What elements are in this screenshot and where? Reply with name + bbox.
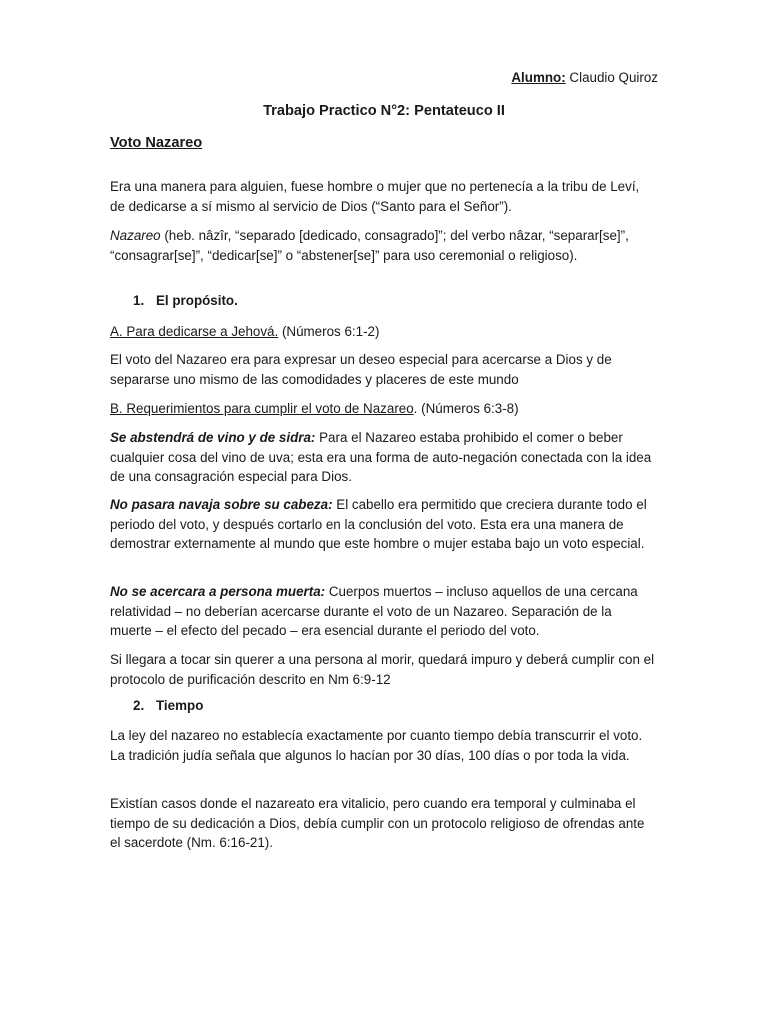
section-title: Voto Nazareo [110, 135, 203, 151]
subheading-a [110, 322, 655, 342]
subheading-a-ref: (Números 6:1-2) [278, 324, 380, 339]
requirement-wine [110, 428, 655, 487]
list-label: Tiempo [156, 698, 204, 713]
list-item-purpose [133, 293, 238, 308]
requirement-dead-text: Cuerpos muertos – incluso aquellos de una cercana relatividad – no deberían acercarse durante el voto de un Nazareo. Separación de la muerte – el efecto del pecado – era esencial durante el periodo del voto. [110, 584, 638, 638]
definition-paragraph [110, 226, 655, 265]
requirement-wine-lead: Se abstendrá de vino y de sidra: [110, 430, 316, 445]
requirement-wine-text: Para el Nazareo estaba prohibido el comer o beber cualquier cosa del vino de uva; esta era una forma de auto-negación conectada con la idea de una consagración especial para Dios. [110, 430, 652, 484]
student-name: Claudio Quiroz [569, 70, 658, 85]
student-label: Alumno: [511, 70, 566, 85]
subheading-b [110, 399, 655, 419]
time-paragraph-1: La ley del nazareo no establecía exactamente por cuanto tiempo debía transcurrir el voto. La tradición judía señala que algunos lo hacían por 30 días, 100 días o por toda la vida. [110, 728, 643, 763]
subheading-b-ref: . (Números 6:3-8) [413, 401, 519, 416]
list-number: 1. [133, 293, 145, 308]
definition-term: Nazareo [110, 228, 161, 243]
requirement-hair [110, 495, 655, 554]
definition-text: (heb. nâzîr, “separado [dedicado, consagrado]”; del verbo nâzar, “separar[se]”, “consagrar[se]”, “dedicar[se]” o “abstener[se]” para uso ceremonial o religioso). [110, 228, 629, 263]
time-paragraph-2: Existían casos donde el nazareato era vitalicio, pero cuando era temporal y culminaba el tiempo de su dedicación a Dios, debía cumplir con un protocolo religioso de ofrendas ante el sacerdote (Nm. 6:16-21). [110, 796, 645, 850]
list-label: El propósito. [156, 293, 238, 308]
requirement-hair-lead: No pasara navaja sobre su cabeza: [110, 497, 333, 512]
paragraph-a: El voto del Nazareo era para expresar un deseo especial para acercarse a Dios y de separarse uno mismo de las comodidades y placeres de este mundo [110, 352, 612, 387]
touch-paragraph: Si llegara a tocar sin querer a una persona al morir, quedará impuro y deberá cumplir con el protocolo de purificación descrito en Nm 6:9-12 [110, 652, 655, 687]
list-number: 2. [133, 698, 145, 713]
requirement-dead [110, 582, 655, 641]
subheading-b-title: B. Requerimientos para cumplir el voto de Nazareo [110, 401, 414, 416]
student-line [511, 70, 658, 85]
requirement-dead-lead: No se acercara a persona muerta: [110, 584, 326, 599]
requirement-hair-text: El cabello era permitido que creciera durante todo el periodo del voto, y después cortarlo en la conclusión del voto. Esta era una manera de demostrar externamente al mundo que este hombre o mujer estaba bajo un voto especial. [110, 497, 647, 551]
list-item-time [133, 698, 203, 713]
intro-paragraph: Era una manera para alguien, fuese hombre o mujer que no pertenecía a la tribu de Leví, de dedicarse a sí mismo al servicio de Dios (“Santo para el Señor”). [110, 179, 640, 214]
subheading-a-title: A. Para dedicarse a Jehová. [110, 324, 279, 339]
document-title: Trabajo Practico N°2: Pentateuco II [263, 103, 505, 119]
